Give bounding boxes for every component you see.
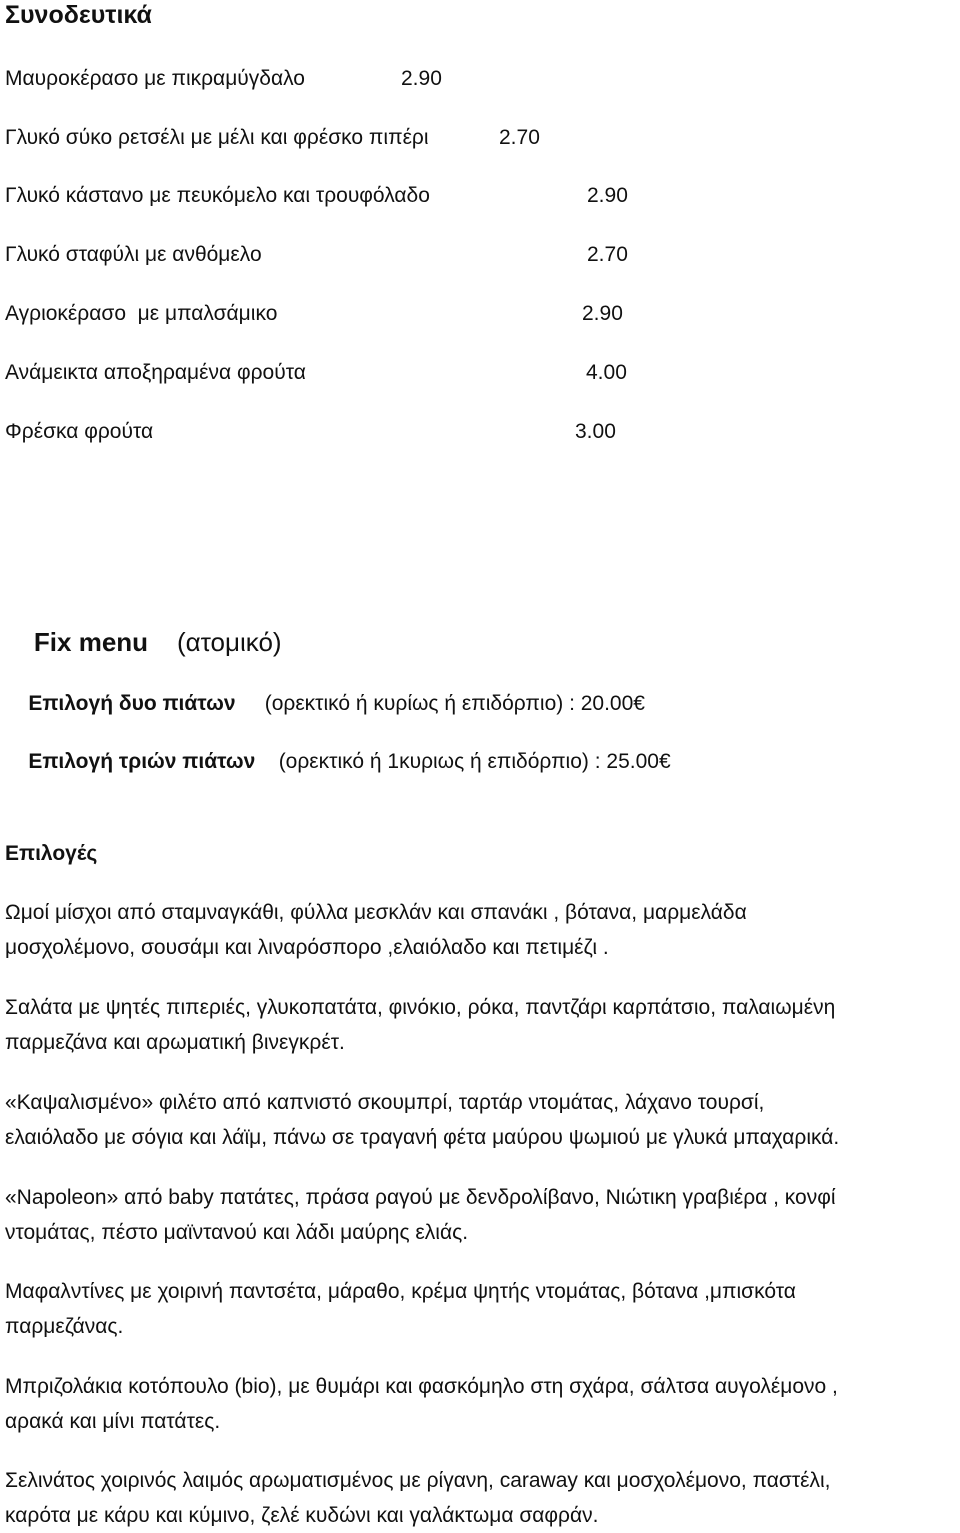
fix-menu-option-detail: (ορεκτικό ή κυρίως ή επιδόρπιο) : 20.00€ <box>264 692 645 715</box>
side-item-price: 2.90 <box>587 184 628 207</box>
dish-item: Μαφαλντίνες με χοιρινή παντσέτα, μάραθο, κρέμα ψητής ντομάτας, βότανα ,μπισκότα παρμεζάνας. <box>5 1280 796 1338</box>
side-item-price: 4.00 <box>586 361 627 384</box>
dish-item: Μπριζολάκια κοτόπουλο (bio), με θυμάρι και φασκόμηλο στη σχάρα, σάλτσα αυγολέμονο , αρακά και μίνι πατάτες. <box>5 1375 838 1433</box>
side-item-name: Μαυροκέρασο με πικραμύγδαλο <box>5 67 305 90</box>
dish-item: Σελινάτος χοιρινός λαιμός αρωματισμένος με ρίγανη, caraway και μοσχολέμονο, παστέλι, καρότα με κάρυ και κύμινο, ζελέ κυδώνι και γαλάκτωμα σαφράν. <box>5 1469 831 1527</box>
fix-menu-subtitle: (ατομικό) <box>176 627 282 657</box>
dish-item: Σαλάτα με ψητές πιπεριές, γλυκοπατάτα, φινόκιο, ρόκα, παντζάρι καρπάτσιο, παλαιωμένη παρμεζάνα και αρωματική βινεγκρέτ. <box>5 996 836 1054</box>
side-item-price: 2.70 <box>587 243 628 266</box>
side-item-price: 3.00 <box>575 420 616 443</box>
dish-item: «Καψαλισμένο» φιλέτο από καπνιστό σκουμπρί, ταρτάρ ντομάτας, λάχανο τουρσί, ελαιόλαδο με σόγια και λάϊμ, πάνω σε τραγανή φέτα μαύρου ψωμιού με γλυκά μπαχαρικά. <box>5 1091 840 1149</box>
fix-menu-option-label: Επιλογή τριών πιάτων <box>28 750 256 773</box>
side-item-name: Γλυκό σταφύλι με ανθόμελο <box>5 243 262 266</box>
fix-menu-title: Fix menu <box>33 627 149 657</box>
side-item-name: Ανάμεικτα αποξηραμένα φρούτα <box>5 361 306 384</box>
side-item-price: 2.90 <box>401 67 442 90</box>
dish-item: «Napoleon» από baby πατάτες, πράσα ραγού με δενδρολίβανο, Νιώτικη γραβιέρα , κονφί ντομάτας, πέστο μαϊντανού και λάδι μαύρης ελιάς. <box>5 1186 836 1244</box>
choices-title: Επιλογές <box>5 842 98 865</box>
side-item-name: Γλυκό κάστανο με πευκόμελο και τρουφόλαδο <box>5 184 430 207</box>
side-item-price: 2.90 <box>582 302 623 325</box>
fix-menu-option-detail: (ορεκτικό ή 1κυριως ή επιδόρπιο) : 25.00€ <box>278 750 671 773</box>
side-item-name: Αγριοκέρασο με μπαλσάμικο <box>5 302 278 325</box>
side-item-price: 2.70 <box>499 126 540 149</box>
fix-menu-option <box>5 723 671 801</box>
dish-item: Ωμοί μίσχοι από σταμναγκάθι, φύλλα μεσκλάν και σπανάκι , βότανα, μαρμελάδα μοσχολέμονο, σουσάμι και λιναρόσπορο ,ελαιόλαδο και πετιμέζι . <box>5 901 747 959</box>
side-item-name: Φρέσκα φρούτα <box>5 420 154 443</box>
sides-title: Συνοδευτικά <box>5 1 152 29</box>
fix-menu-option-label: Επιλογή δυο πιάτων <box>28 692 236 715</box>
side-item-name: Γλυκό σύκο ρετσέλι με μέλι και φρέσκο πιπέρι <box>5 126 429 149</box>
